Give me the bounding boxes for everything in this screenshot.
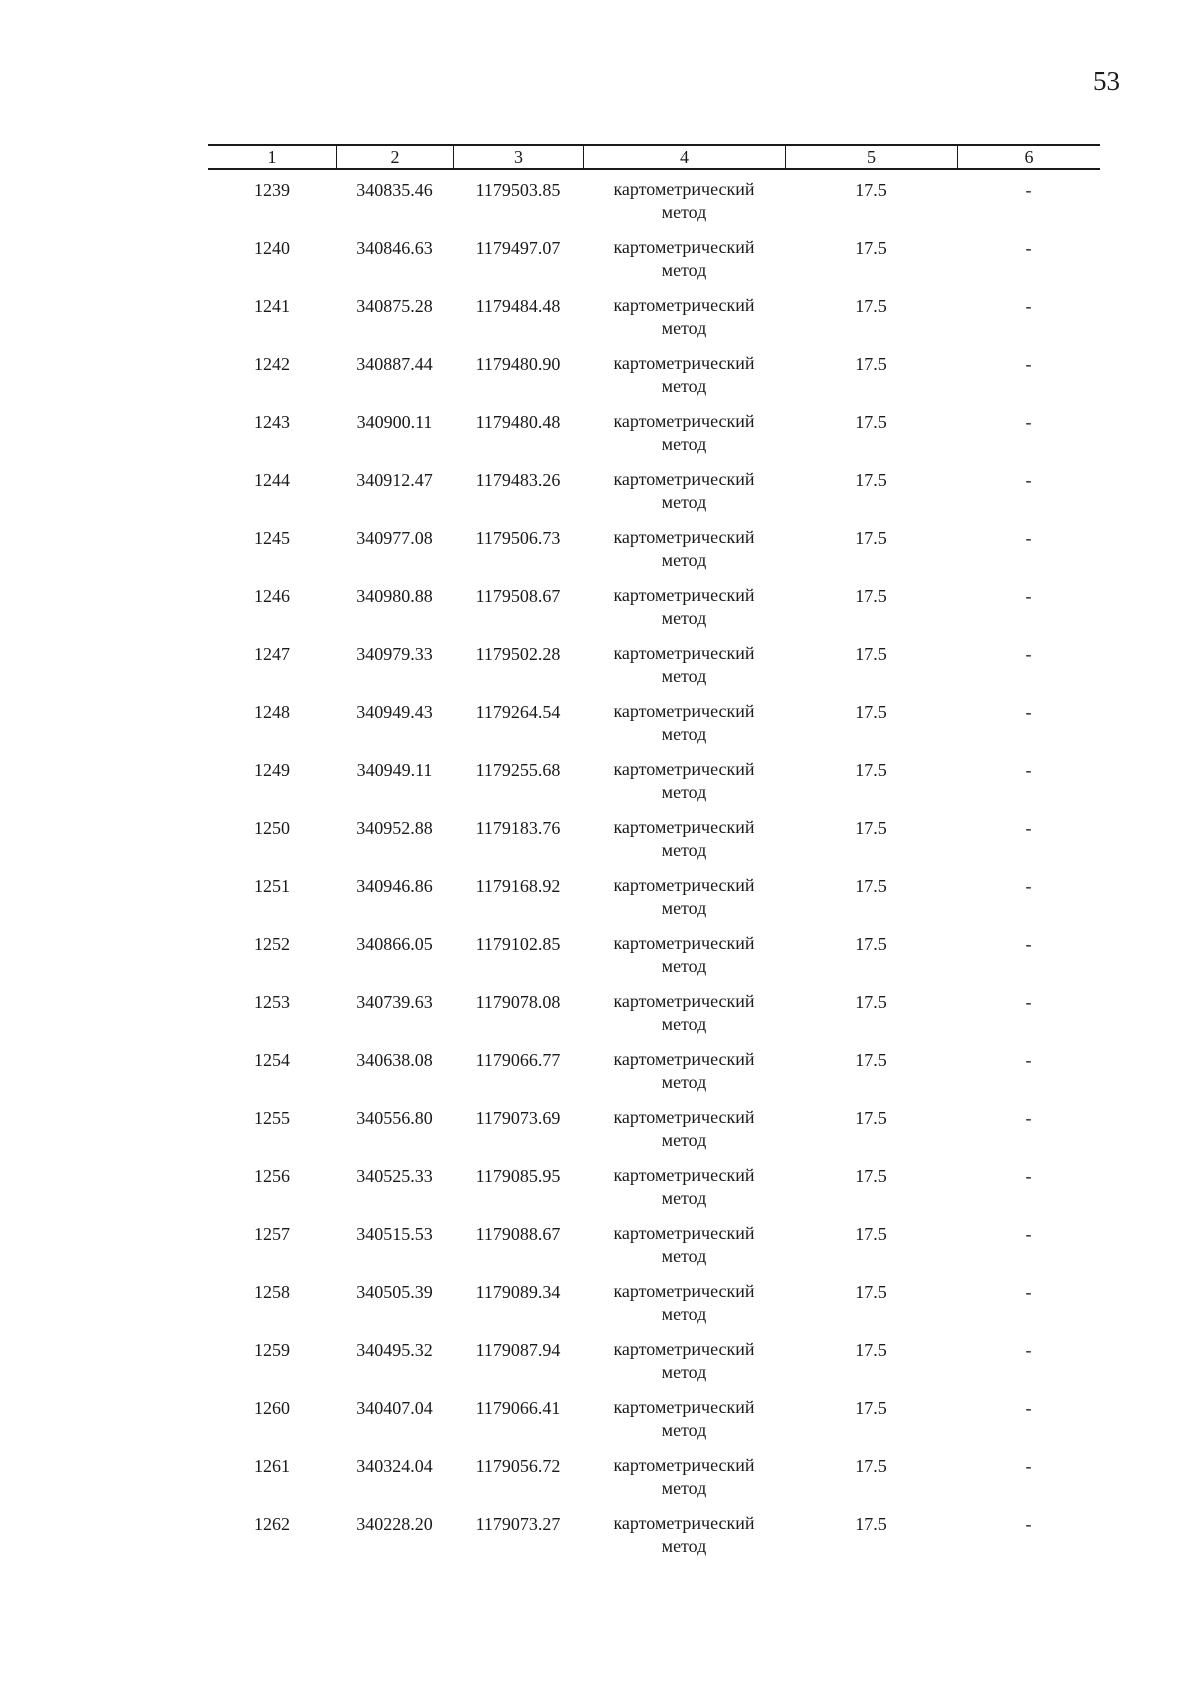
y-coordinate-cell: 1179168.92 — [475, 876, 561, 896]
accuracy-cell: 17.5 — [855, 1398, 887, 1418]
method-line-2: метод — [661, 1072, 707, 1092]
note-cell: - — [1025, 354, 1032, 374]
accuracy-cell: 17.5 — [855, 1050, 887, 1070]
point-number-cell: 1253 — [254, 992, 290, 1012]
method-cell — [583, 410, 785, 468]
accuracy-cell: 17.5 — [855, 702, 887, 722]
x-coordinate-cell: 340866.05 — [356, 934, 433, 954]
method-cell — [583, 236, 785, 294]
header-col-6: 6 — [957, 146, 1100, 168]
method-cell — [583, 526, 785, 584]
table-row — [208, 1512, 1100, 1570]
y-coordinate-cell: 1179506.73 — [475, 528, 561, 548]
method-line-1: картометрический — [613, 469, 755, 489]
point-number-cell: 1261 — [254, 1456, 290, 1476]
point-number-cell: 1257 — [254, 1224, 290, 1244]
method-cell — [583, 1222, 785, 1280]
accuracy-cell: 17.5 — [855, 1514, 887, 1534]
y-coordinate-cell: 1179484.48 — [475, 296, 561, 316]
method-line-1: картометрический — [613, 237, 755, 257]
coordinates-table — [208, 144, 1100, 1570]
x-coordinate-cell: 340228.20 — [356, 1514, 433, 1534]
y-coordinate-cell: 1179088.67 — [475, 1224, 561, 1244]
point-number-cell: 1250 — [254, 818, 290, 838]
method-line-1: картометрический — [613, 527, 755, 547]
note-cell: - — [1025, 470, 1032, 490]
y-coordinate-cell: 1179503.85 — [475, 180, 561, 200]
method-line-1: картометрический — [613, 411, 755, 431]
note-cell: - — [1025, 1282, 1032, 1302]
accuracy-cell: 17.5 — [855, 760, 887, 780]
accuracy-cell: 17.5 — [855, 992, 887, 1012]
table-row — [208, 1048, 1100, 1106]
method-line-2: метод — [661, 1362, 707, 1382]
x-coordinate-cell: 340835.46 — [356, 180, 433, 200]
accuracy-cell: 17.5 — [855, 818, 887, 838]
note-cell: - — [1025, 818, 1032, 838]
note-cell: - — [1025, 1514, 1032, 1534]
point-number-cell: 1251 — [254, 876, 290, 896]
method-line-1: картометрический — [613, 1049, 755, 1069]
point-number-cell: 1260 — [254, 1398, 290, 1418]
point-number-cell: 1255 — [254, 1108, 290, 1128]
note-cell: - — [1025, 528, 1032, 548]
x-coordinate-cell: 340875.28 — [356, 296, 433, 316]
point-number-cell: 1252 — [254, 934, 290, 954]
table-row — [208, 874, 1100, 932]
method-line-1: картометрический — [613, 1165, 755, 1185]
y-coordinate-cell: 1179087.94 — [475, 1340, 561, 1360]
y-coordinate-cell: 1179102.85 — [475, 934, 561, 954]
y-coordinate-cell: 1179497.07 — [475, 238, 561, 258]
y-coordinate-cell: 1179056.72 — [475, 1456, 561, 1476]
method-cell — [583, 874, 785, 932]
method-line-1: картометрический — [613, 1281, 755, 1301]
method-cell — [583, 990, 785, 1048]
note-cell: - — [1025, 1166, 1032, 1186]
accuracy-cell: 17.5 — [855, 180, 887, 200]
accuracy-cell: 17.5 — [855, 354, 887, 374]
accuracy-cell: 17.5 — [855, 1108, 887, 1128]
point-number-cell: 1240 — [254, 238, 290, 258]
method-line-1: картометрический — [613, 353, 755, 373]
method-line-1: картометрический — [613, 875, 755, 895]
accuracy-cell: 17.5 — [855, 934, 887, 954]
table-row — [208, 758, 1100, 816]
method-cell — [583, 584, 785, 642]
table-row — [208, 178, 1100, 236]
accuracy-cell: 17.5 — [855, 1166, 887, 1186]
x-coordinate-cell: 340949.11 — [356, 760, 433, 780]
method-cell — [583, 758, 785, 816]
note-cell: - — [1025, 1050, 1032, 1070]
x-coordinate-cell: 340946.86 — [356, 876, 433, 896]
x-coordinate-cell: 340739.63 — [356, 992, 433, 1012]
accuracy-cell: 17.5 — [855, 296, 887, 316]
y-coordinate-cell: 1179089.34 — [475, 1282, 561, 1302]
accuracy-cell: 17.5 — [855, 644, 887, 664]
x-coordinate-cell: 340952.88 — [356, 818, 433, 838]
method-line-2: метод — [661, 956, 707, 976]
y-coordinate-cell: 1179480.90 — [475, 354, 561, 374]
method-line-1: картометрический — [613, 1397, 755, 1417]
note-cell: - — [1025, 1456, 1032, 1476]
method-line-2: метод — [661, 840, 707, 860]
point-number-cell: 1243 — [254, 412, 290, 432]
method-cell — [583, 1396, 785, 1454]
note-cell: - — [1025, 412, 1032, 432]
x-coordinate-cell: 340900.11 — [356, 412, 433, 432]
method-cell — [583, 178, 785, 236]
method-cell — [583, 1338, 785, 1396]
note-cell: - — [1025, 702, 1032, 722]
x-coordinate-cell: 340495.32 — [356, 1340, 433, 1360]
method-line-2: метод — [661, 1188, 707, 1208]
point-number-cell: 1258 — [254, 1282, 290, 1302]
method-line-2: метод — [661, 318, 707, 338]
method-cell — [583, 1106, 785, 1164]
header-col-1: 1 — [267, 147, 277, 167]
table-header — [208, 144, 1100, 170]
accuracy-cell: 17.5 — [855, 1340, 887, 1360]
note-cell: - — [1025, 876, 1032, 896]
table-row — [208, 352, 1100, 410]
header-col-5: 5 — [785, 146, 957, 168]
point-number-cell: 1245 — [254, 528, 290, 548]
method-line-1: картометрический — [613, 179, 755, 199]
method-line-1: картометрический — [613, 701, 755, 721]
accuracy-cell: 17.5 — [855, 528, 887, 548]
note-cell: - — [1025, 1340, 1032, 1360]
method-line-2: метод — [661, 666, 707, 686]
method-cell — [583, 642, 785, 700]
method-line-1: картометрический — [613, 991, 755, 1011]
table-row — [208, 294, 1100, 352]
point-number-cell: 1246 — [254, 586, 290, 606]
table-row — [208, 1454, 1100, 1512]
y-coordinate-cell: 1179085.95 — [475, 1166, 561, 1186]
method-line-2: метод — [661, 898, 707, 918]
x-coordinate-cell: 340887.44 — [356, 354, 433, 374]
accuracy-cell: 17.5 — [855, 470, 887, 490]
header-col-3: 3 — [453, 146, 583, 168]
table-body — [208, 170, 1100, 1570]
method-line-2: метод — [661, 434, 707, 454]
note-cell: - — [1025, 1108, 1032, 1128]
table-row — [208, 700, 1100, 758]
table-row — [208, 410, 1100, 468]
note-cell: - — [1025, 238, 1032, 258]
table-row — [208, 1338, 1100, 1396]
table-row — [208, 1222, 1100, 1280]
x-coordinate-cell: 340846.63 — [356, 238, 433, 258]
x-coordinate-cell: 340525.33 — [356, 1166, 433, 1186]
point-number-cell: 1262 — [254, 1514, 290, 1534]
method-line-2: метод — [661, 202, 707, 222]
y-coordinate-cell: 1179264.54 — [475, 702, 561, 722]
point-number-cell: 1248 — [254, 702, 290, 722]
note-cell: - — [1025, 760, 1032, 780]
method-cell — [583, 932, 785, 990]
accuracy-cell: 17.5 — [855, 1224, 887, 1244]
y-coordinate-cell: 1179066.77 — [475, 1050, 561, 1070]
method-cell — [583, 468, 785, 526]
method-line-1: картометрический — [613, 585, 755, 605]
note-cell: - — [1025, 180, 1032, 200]
table-row — [208, 1164, 1100, 1222]
method-line-2: метод — [661, 376, 707, 396]
note-cell: - — [1025, 644, 1032, 664]
note-cell: - — [1025, 586, 1032, 606]
note-cell: - — [1025, 1398, 1032, 1418]
table-row — [208, 990, 1100, 1048]
x-coordinate-cell: 340556.80 — [356, 1108, 433, 1128]
x-coordinate-cell: 340324.04 — [356, 1456, 433, 1476]
x-coordinate-cell: 340949.43 — [356, 702, 433, 722]
table-row — [208, 932, 1100, 990]
method-cell — [583, 1454, 785, 1512]
point-number-cell: 1256 — [254, 1166, 290, 1186]
method-cell — [583, 1048, 785, 1106]
x-coordinate-cell: 340979.33 — [356, 644, 433, 664]
point-number-cell: 1239 — [254, 180, 290, 200]
x-coordinate-cell: 340912.47 — [356, 470, 433, 490]
method-line-1: картометрический — [613, 817, 755, 837]
method-line-1: картометрический — [613, 1455, 755, 1475]
point-number-cell: 1241 — [254, 296, 290, 316]
page-number: 53 — [1093, 66, 1120, 96]
table-row — [208, 1396, 1100, 1454]
method-line-1: картометрический — [613, 1107, 755, 1127]
method-line-2: метод — [661, 608, 707, 628]
accuracy-cell: 17.5 — [855, 1282, 887, 1302]
y-coordinate-cell: 1179183.76 — [475, 818, 561, 838]
point-number-cell: 1259 — [254, 1340, 290, 1360]
y-coordinate-cell: 1179508.67 — [475, 586, 561, 606]
method-line-2: метод — [661, 1014, 707, 1034]
x-coordinate-cell: 340407.04 — [356, 1398, 433, 1418]
method-line-2: метод — [661, 782, 707, 802]
note-cell: - — [1025, 992, 1032, 1012]
y-coordinate-cell: 1179480.48 — [475, 412, 561, 432]
note-cell: - — [1025, 934, 1032, 954]
x-coordinate-cell: 340505.39 — [356, 1282, 433, 1302]
method-line-2: метод — [661, 1536, 707, 1556]
method-line-2: метод — [661, 492, 707, 512]
accuracy-cell: 17.5 — [855, 238, 887, 258]
method-cell — [583, 1512, 785, 1570]
table-row — [208, 236, 1100, 294]
header-col-2: 2 — [336, 146, 453, 168]
method-cell — [583, 352, 785, 410]
method-line-2: метод — [661, 1304, 707, 1324]
method-line-2: метод — [661, 260, 707, 280]
y-coordinate-cell: 1179255.68 — [475, 760, 561, 780]
x-coordinate-cell: 340638.08 — [356, 1050, 433, 1070]
table-row — [208, 584, 1100, 642]
table-row — [208, 816, 1100, 874]
y-coordinate-cell: 1179483.26 — [475, 470, 561, 490]
method-cell — [583, 294, 785, 352]
table-row — [208, 1280, 1100, 1338]
y-coordinate-cell: 1179066.41 — [475, 1398, 561, 1418]
method-line-1: картометрический — [613, 933, 755, 953]
table-row — [208, 526, 1100, 584]
x-coordinate-cell: 340977.08 — [356, 528, 433, 548]
accuracy-cell: 17.5 — [855, 586, 887, 606]
method-line-1: картометрический — [613, 1339, 755, 1359]
table-row — [208, 642, 1100, 700]
accuracy-cell: 17.5 — [855, 1456, 887, 1476]
table-row — [208, 468, 1100, 526]
method-line-2: метод — [661, 1130, 707, 1150]
y-coordinate-cell: 1179073.27 — [475, 1514, 561, 1534]
method-line-2: метод — [661, 724, 707, 744]
method-line-2: метод — [661, 1478, 707, 1498]
point-number-cell: 1254 — [254, 1050, 290, 1070]
method-cell — [583, 816, 785, 874]
method-cell — [583, 1280, 785, 1338]
method-line-1: картометрический — [613, 643, 755, 663]
table-row — [208, 1106, 1100, 1164]
method-line-2: метод — [661, 1420, 707, 1440]
method-line-1: картометрический — [613, 1513, 755, 1533]
accuracy-cell: 17.5 — [855, 412, 887, 432]
method-line-2: метод — [661, 550, 707, 570]
point-number-cell: 1244 — [254, 470, 290, 490]
y-coordinate-cell: 1179073.69 — [475, 1108, 561, 1128]
y-coordinate-cell: 1179078.08 — [475, 992, 561, 1012]
method-cell — [583, 700, 785, 758]
method-cell — [583, 1164, 785, 1222]
x-coordinate-cell: 340980.88 — [356, 586, 433, 606]
method-line-2: метод — [661, 1246, 707, 1266]
note-cell: - — [1025, 296, 1032, 316]
x-coordinate-cell: 340515.53 — [356, 1224, 433, 1244]
header-col-4: 4 — [583, 146, 785, 168]
note-cell: - — [1025, 1224, 1032, 1244]
point-number-cell: 1249 — [254, 760, 290, 780]
method-line-1: картометрический — [613, 1223, 755, 1243]
method-line-1: картометрический — [613, 295, 755, 315]
accuracy-cell: 17.5 — [855, 876, 887, 896]
point-number-cell: 1242 — [254, 354, 290, 374]
method-line-1: картометрический — [613, 759, 755, 779]
point-number-cell: 1247 — [254, 644, 290, 664]
y-coordinate-cell: 1179502.28 — [475, 644, 561, 664]
